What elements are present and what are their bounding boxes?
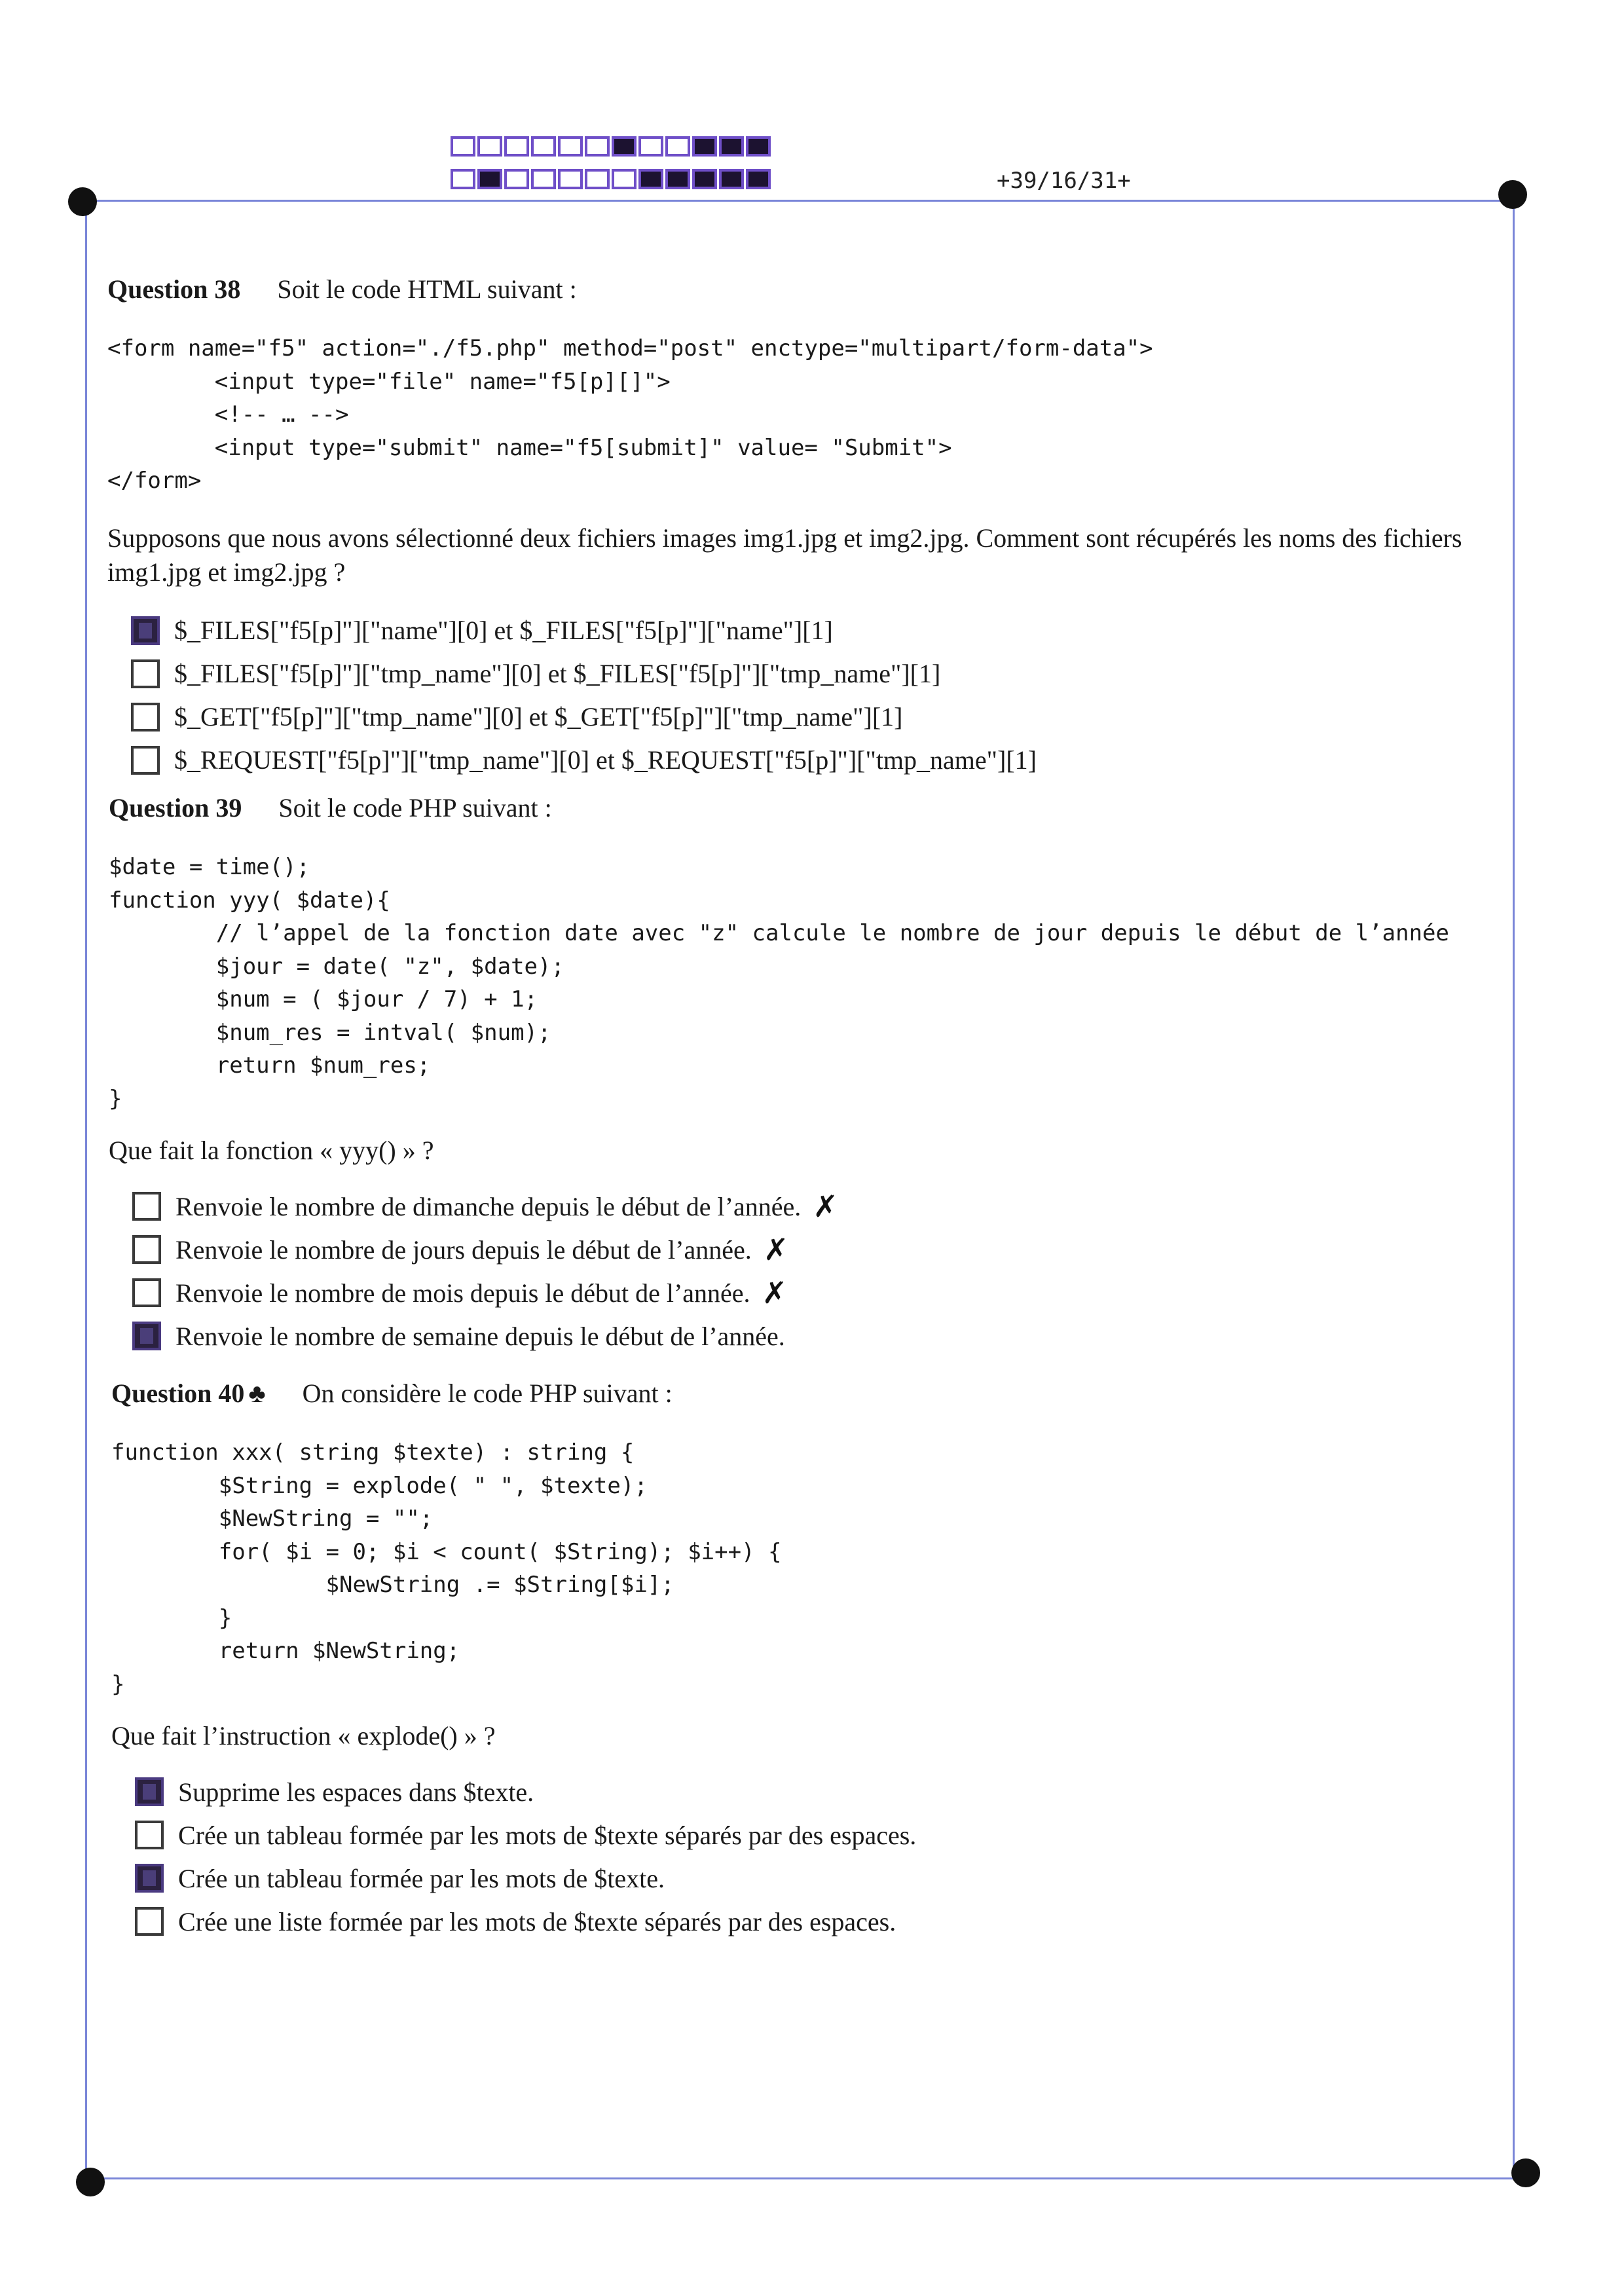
frame-bottom-line	[90, 2177, 1526, 2179]
answer-option[interactable]	[132, 1185, 1556, 1228]
answer-label: Crée une liste formée par les mots de $texte séparés par des espaces.	[178, 1906, 896, 1936]
frame-left-line	[85, 200, 87, 2179]
answer-label: Renvoie le nombre de jours depuis le début de l’année.	[175, 1234, 752, 1265]
answer-label: Crée un tableau formée par les mots de $texte séparés par des espaces.	[178, 1820, 917, 1850]
answer-checkbox[interactable]	[132, 1322, 161, 1350]
answer-checkbox[interactable]	[131, 746, 160, 775]
answer-list	[131, 609, 1555, 782]
mark-box	[692, 136, 717, 157]
answer-option[interactable]	[132, 1271, 1556, 1314]
mark-box	[746, 169, 771, 189]
answer-label: $_FILES["f5[p]"]["tmp_name"][0] et $_FILES["f5[p]"]["tmp_name"][1]	[174, 659, 941, 688]
mark-box	[638, 136, 663, 157]
mark-box	[558, 136, 583, 157]
mark-box	[477, 136, 502, 157]
question-header	[107, 274, 1555, 305]
mark-box	[451, 169, 475, 189]
answer-checkbox[interactable]	[135, 1907, 164, 1936]
answer-list	[135, 1770, 1559, 1943]
mark-box	[719, 169, 744, 189]
answer-list	[132, 1185, 1556, 1358]
mark-box	[531, 136, 556, 157]
answer-label: $_REQUEST["f5[p]"]["tmp_name"][0] et $_REQUEST["f5[p]"]["tmp_name"][1]	[174, 745, 1037, 775]
answer-label: Renvoie le nombre de mois depuis le début de l’année.	[175, 1278, 750, 1308]
mark-box	[585, 169, 610, 189]
frame-top-line	[85, 200, 1514, 202]
question-prompt: Que fait l’instruction « explode() » ?	[111, 1721, 496, 1750]
answer-option[interactable]	[135, 1770, 1559, 1813]
answer-option[interactable]	[131, 739, 1555, 782]
answer-label: Renvoie le nombre de dimanche depuis le début de l’année.	[175, 1191, 802, 1221]
corner-marker-top-left	[68, 187, 97, 216]
corner-marker-bottom-right	[1511, 2158, 1540, 2187]
answer-option[interactable]	[131, 652, 1555, 695]
question-intro: Soit le code PHP suivant :	[278, 793, 552, 823]
answer-checkbox[interactable]	[131, 659, 160, 688]
question-intro: On considère le code PHP suivant :	[302, 1379, 673, 1408]
mark-box	[585, 136, 610, 157]
corner-marker-top-right	[1498, 180, 1527, 209]
answer-option[interactable]	[135, 1900, 1559, 1943]
mark-box	[665, 169, 690, 189]
code-block: $date = time(); function yyy( $date){ // l’appel de la fonction date avec "z" calcule le nombre de jour depuis le début de l’année $jour = date( "z", $date); $num = ( $jour / 7) + 1; $num_res = intval( $num); return $num_res; }	[109, 854, 1449, 1112]
mark-box	[692, 169, 717, 189]
question-prompt: Supposons que nous avons sélectionné deux fichiers images img1.jpg et img2.jpg. Comment sont récupérés les noms des fichiers img1.jpg et img2.jpg ?	[107, 523, 1462, 587]
answer-label: Crée un tableau formée par les mots de $texte.	[178, 1863, 665, 1893]
answer-option[interactable]	[135, 1813, 1559, 1857]
question-number: Question 40 ♣	[111, 1379, 266, 1408]
answer-option[interactable]	[132, 1314, 1556, 1358]
mark-box	[719, 136, 744, 157]
mark-box	[558, 169, 583, 189]
corner-marker-bottom-left	[76, 2168, 105, 2196]
answer-label: $_GET["f5[p]"]["tmp_name"][0] et $_GET["f5[p]"]["tmp_name"][1]	[174, 702, 903, 731]
mark-box	[638, 169, 663, 189]
page-id: +39/16/31+	[997, 168, 1131, 194]
answer-option[interactable]	[131, 609, 1555, 652]
question-number: Question 38	[107, 274, 241, 304]
code-block: <form name="f5" action="./f5.php" method="post" enctype="multipart/form-data"> <input type="file" name="f5[p][]"> <!-- … --> <input type="submit" name="f5[submit]" value= "Submit"> </form>	[107, 335, 1153, 494]
answer-option[interactable]	[131, 695, 1555, 739]
mark-box	[612, 169, 637, 189]
question-number: Question 39	[109, 793, 242, 823]
question-header	[111, 1378, 1559, 1409]
question-38	[107, 274, 1555, 782]
question-prompt: Que fait la fonction « yyy() » ?	[109, 1136, 434, 1165]
mark-box	[504, 169, 529, 189]
question-40	[111, 1378, 1559, 1943]
question-39	[109, 792, 1556, 1358]
answer-option[interactable]	[132, 1228, 1556, 1271]
answer-checkbox[interactable]	[135, 1821, 164, 1849]
question-header	[109, 792, 1556, 823]
answer-checkbox[interactable]	[135, 1864, 164, 1893]
answer-label: $_FILES["f5[p]"]["name"][0] et $_FILES["f5[p]"]["name"][1]	[174, 616, 833, 645]
mark-box	[746, 136, 771, 157]
mark-box	[477, 169, 502, 189]
code-block: function xxx( string $texte) : string { $String = explode( " ", $texte); $NewString = ""; for( $i = 0; $i < count( $String); $i++) { $NewString .= $String[$i]; } return $NewString; }	[111, 1439, 782, 1697]
question-intro: Soit le code HTML suivant :	[277, 274, 577, 304]
mark-box	[612, 136, 637, 157]
handwritten-cross: ✗	[813, 1189, 838, 1224]
answer-checkbox[interactable]	[132, 1278, 161, 1307]
answer-checkbox[interactable]	[132, 1192, 161, 1221]
handwritten-cross: ✗	[762, 1275, 788, 1310]
answer-checkbox[interactable]	[131, 616, 160, 645]
answer-checkbox[interactable]	[131, 703, 160, 731]
binary-marks-row-2	[451, 169, 773, 189]
answer-option[interactable]	[135, 1857, 1559, 1900]
mark-box	[665, 136, 690, 157]
mark-box	[531, 169, 556, 189]
mark-box	[504, 136, 529, 157]
mark-box	[451, 136, 475, 157]
answer-checkbox[interactable]	[132, 1235, 161, 1264]
answer-label: Renvoie le nombre de semaine depuis le début de l’année.	[175, 1321, 785, 1351]
handwritten-cross: ✗	[763, 1232, 789, 1267]
answer-checkbox[interactable]	[135, 1777, 164, 1806]
binary-marks-row-1	[451, 136, 773, 157]
answer-label: Supprime les espaces dans $texte.	[178, 1777, 534, 1807]
club-icon: ♣	[248, 1379, 266, 1408]
